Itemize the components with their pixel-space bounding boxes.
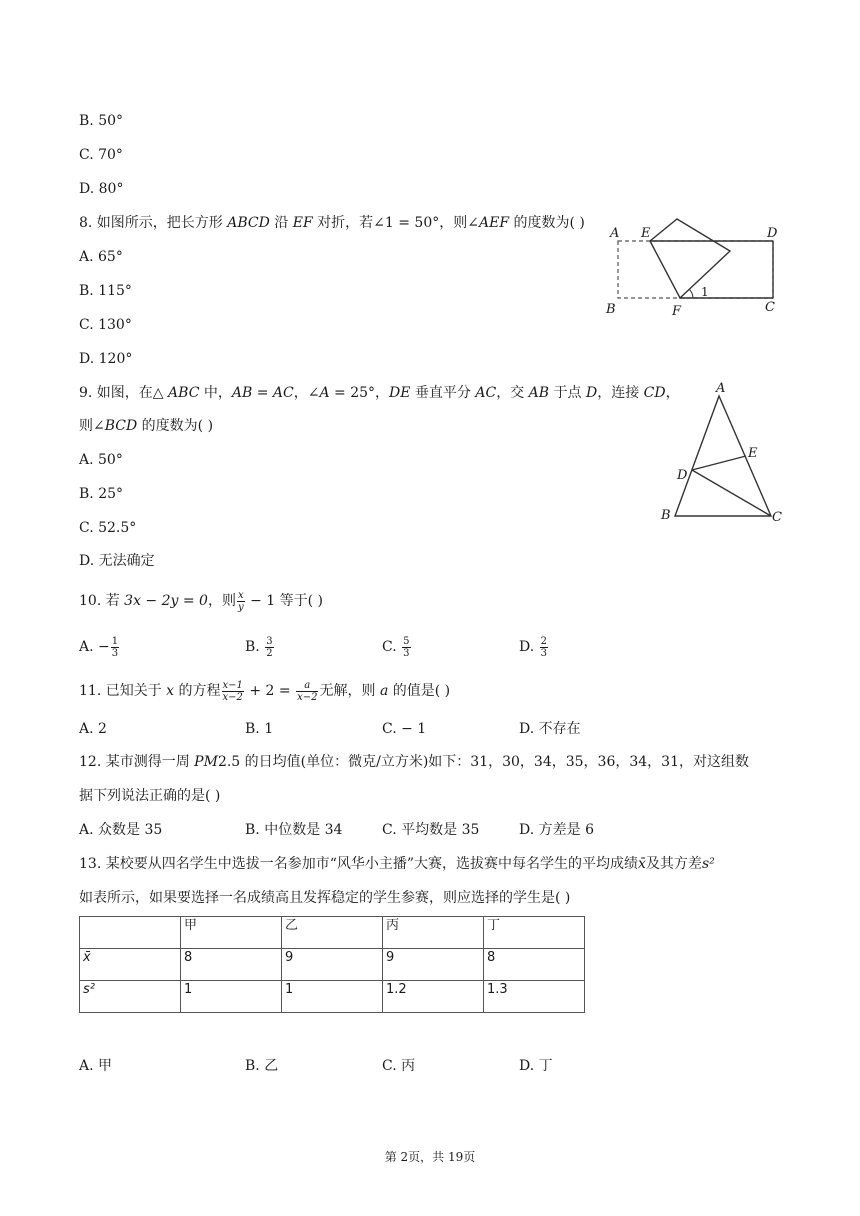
label-c: C xyxy=(772,510,782,525)
q13-stem-line2: 如表所示，如果要选择一名成绩高且发挥稳定的学生参赛，则应选择的学生是( ) xyxy=(79,890,571,906)
q11-option-b: B. 1 xyxy=(245,721,274,737)
label-b: B xyxy=(606,302,616,317)
table-row xyxy=(80,981,585,1013)
q9-stem-line2: 则∠BCD 的度数为( ) xyxy=(79,418,214,434)
table-cell: 9 xyxy=(383,949,484,981)
label-1: 1 xyxy=(701,285,709,299)
label-a: A xyxy=(610,226,620,241)
q9-option-b: B. 25° xyxy=(79,486,124,502)
label-a: A xyxy=(716,381,726,396)
table-cell: x̄ xyxy=(80,949,181,981)
q13-score-table xyxy=(79,916,585,1013)
q11-option-d: D. 不存在 xyxy=(519,721,581,737)
q10-stem: 10. 若 3x − 2y = 0，则 $\frac{x}{y}$ − 1 等于( ) xyxy=(79,589,323,613)
table-cell: 1.2 xyxy=(383,981,484,1013)
table-cell: 丙 xyxy=(383,917,484,949)
q12-stem-line2: 据下列说法正确的是( ) xyxy=(79,788,221,804)
label-c: C xyxy=(765,300,775,315)
q7-option-b: B. 50° xyxy=(79,113,124,129)
q10-option-a: A. − $\frac{1}{3}$ xyxy=(79,635,119,659)
q12-stem-line1: 12. 某市测得一周 PM2.5 的日均值(单位：微克/立方米)如下：31，30，34，35，36，34，31，对这组数 xyxy=(79,754,749,770)
label-d: D xyxy=(677,468,688,483)
page-footer: 第 2页，共 19页 xyxy=(384,1150,476,1164)
table-cell xyxy=(80,917,181,949)
label-f: F xyxy=(672,304,682,319)
q8-figure-folded-rectangle xyxy=(600,214,790,319)
table-cell: 乙 xyxy=(282,917,383,949)
q8-option-b: B. 115° xyxy=(79,283,132,299)
q11-stem: 11. 已知关于 x 的方程 $\frac{x-1}{x-2}$ + 2 = $\frac{a}{x-2}$ 无解，则 a 的值是( ) xyxy=(79,679,451,703)
q13-option-a: A. 甲 xyxy=(79,1058,113,1074)
q10-option-d: D. $\frac{2}{3}$ xyxy=(519,635,548,659)
table-cell: 1.3 xyxy=(484,981,585,1013)
table-cell: 甲 xyxy=(181,917,282,949)
label-d: D xyxy=(767,226,778,241)
angle-1-arc xyxy=(689,289,693,298)
q10-option-c: C. $\frac{5}{3}$ xyxy=(382,635,410,659)
label-b: B xyxy=(661,508,671,523)
q8-option-c: C. 130° xyxy=(79,317,132,333)
q9-figure-triangle xyxy=(655,380,790,525)
q12-option-d: D. 方差是 6 xyxy=(519,822,594,838)
q9-option-a: A. 50° xyxy=(79,452,123,468)
q9-stem-line1: 9. 如图，在△ ABC 中，AB = AC，∠A = 25°，DE 垂直平分 AC，交 AB 于点 D，连接 CD， xyxy=(79,385,680,401)
q8-option-d: D. 120° xyxy=(79,351,133,367)
q10-fraction: $\frac{x}{y}$ xyxy=(237,589,244,613)
folded-flap xyxy=(650,219,730,298)
label-e: E xyxy=(748,446,758,461)
q11-option-a: A. 2 xyxy=(79,721,107,737)
q8-option-a: A. 65° xyxy=(79,249,123,265)
q11-option-c: C. − 1 xyxy=(382,721,427,737)
q13-stem-line1: 13. 某校要从四名学生中选拔一名参加市“风华小主播”大赛，选拔赛中每名学生的平均成绩x̄及其方差s² xyxy=(79,856,715,872)
q7-option-c: C. 70° xyxy=(79,147,123,163)
table-cell: 1 xyxy=(181,981,282,1013)
segment-de xyxy=(692,456,746,470)
table-cell: 8 xyxy=(181,949,282,981)
q11-fraction-right: $\frac{a}{x-2}$ xyxy=(297,679,318,703)
label-e: E xyxy=(641,226,651,241)
table-cell: 9 xyxy=(282,949,383,981)
q9-option-c: C. 52.5° xyxy=(79,520,137,536)
q12-option-b: B. 中位数是 34 xyxy=(245,822,343,838)
table-cell: 8 xyxy=(484,949,585,981)
table-row xyxy=(80,949,585,981)
q9-option-d: D. 无法确定 xyxy=(79,553,155,569)
q7-option-d: D. 80° xyxy=(79,181,124,197)
table-header-row xyxy=(80,917,585,949)
table-cell: s² xyxy=(80,981,181,1013)
table-cell: 丁 xyxy=(484,917,585,949)
table-cell: 1 xyxy=(282,981,383,1013)
q12-option-c: C. 平均数是 35 xyxy=(382,822,480,838)
q13-option-c: C. 丙 xyxy=(382,1058,416,1074)
q12-option-a: A. 众数是 35 xyxy=(79,822,163,838)
q13-option-d: D. 丁 xyxy=(519,1058,553,1074)
q13-option-b: B. 乙 xyxy=(245,1058,279,1074)
q10-option-b: B. $\frac{3}{2}$ xyxy=(245,635,273,659)
segment-dc xyxy=(692,470,771,516)
q8-stem: 8. 如图所示，把长方形 ABCD 沿 EF 对折，若∠1 = 50°，则∠AEF 的度数为( ) xyxy=(79,215,585,231)
original-rectangle xyxy=(618,241,773,298)
q11-fraction-left: $\frac{x-1}{x-2}$ xyxy=(222,679,243,703)
